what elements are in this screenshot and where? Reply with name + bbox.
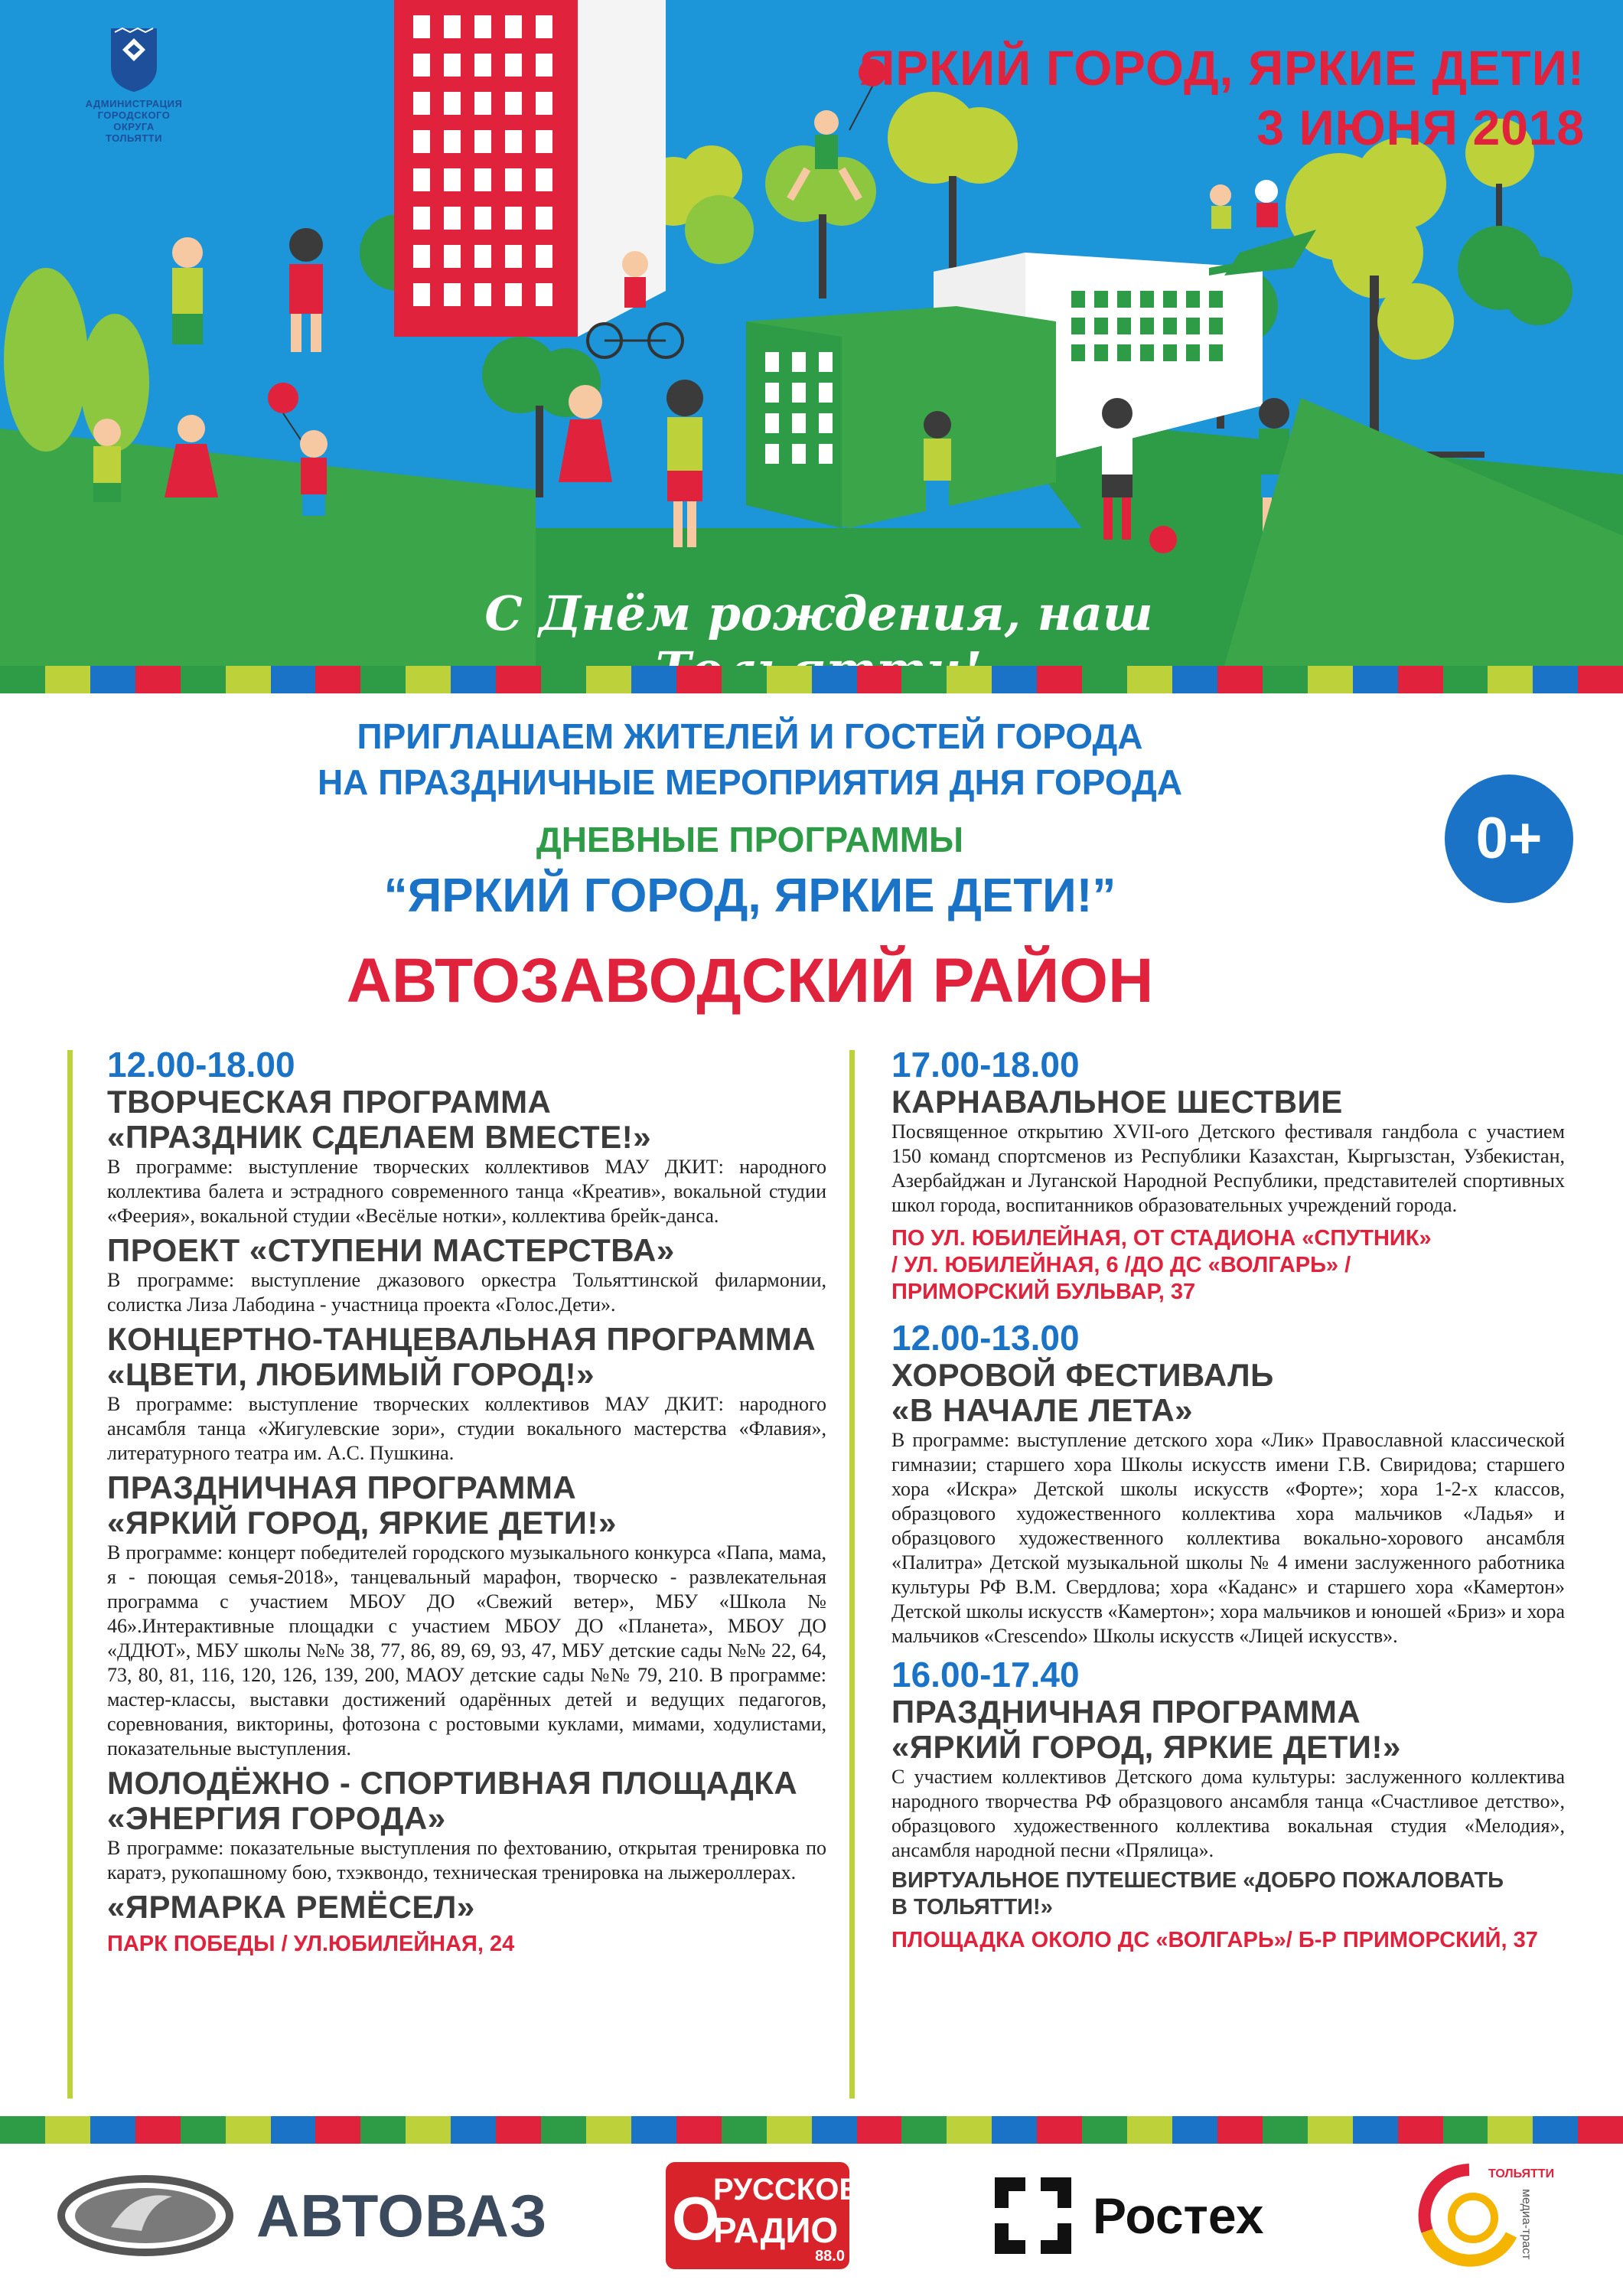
right-e1-text: Посвященное открытию XVII-ого Детского фестиваля гандбола с участием 150 команд спортсменов из Республики Казахстан, Кыргызстан, Узбекистан, Азербайджан и Луганской Народной Республики, представителей спортивных школ города, воспитанников образовательных учреждений города. bbox=[891, 1120, 1565, 1216]
left-s5-title-2: «ЭНЕРГИЯ ГОРОДА» bbox=[107, 1800, 446, 1836]
right-e1-title: КАРНАВАЛЬНОЕ ШЕСТВИЕ bbox=[891, 1084, 1343, 1120]
left-column-bar bbox=[67, 1050, 73, 2099]
avtovaz-name: АВТОВАЗ bbox=[256, 2181, 548, 2249]
sponsor-rostec bbox=[987, 2158, 1309, 2273]
color-stripe-top bbox=[0, 666, 1623, 693]
right-e3-title-2: «ЯРКИЙ ГОРОД, ЯРКИЕ ДЕТИ!» bbox=[891, 1729, 1401, 1765]
sponsor-media-trust bbox=[1412, 2158, 1588, 2273]
right-e2-title-1: ХОРОВОЙ ФЕСТИВАЛЬ bbox=[891, 1357, 1274, 1393]
right-column bbox=[891, 1045, 1565, 1954]
program-name: “ЯРКИЙ ГОРОД, ЯРКИЕ ДЕТИ!” bbox=[383, 869, 1116, 922]
right-e2-time: 12.00-13.00 bbox=[891, 1318, 1080, 1358]
left-column bbox=[107, 1045, 826, 1958]
right-e1-location-2: / УЛ. ЮБИЛЕЙНАЯ, 6 /ДО ДС «ВОЛГАРЬ» / bbox=[891, 1253, 1351, 1277]
media-trust-line-2: медиа-траст bbox=[1520, 2189, 1533, 2260]
left-time: 12.00-18.00 bbox=[107, 1045, 295, 1084]
left-s4-title-1: ПРАЗДНИЧНАЯ ПРОГРАММА bbox=[107, 1469, 577, 1505]
left-s5-title-1: МОЛОДЁЖНО - СПОРТИВНАЯ ПЛОЩАДКА bbox=[107, 1765, 798, 1801]
rostec-logo-icon bbox=[987, 2170, 1079, 2262]
right-column-bar bbox=[849, 1050, 855, 2099]
media-trust-logo bbox=[1412, 2158, 1565, 2273]
left-s6-title: «ЯРМАРКА РЕМЁСЕЛ» bbox=[107, 1889, 475, 1925]
media-trust-line-1: ТОЛЬЯТТИ bbox=[1488, 2167, 1555, 2180]
left-s1-text: В программе: выступление творческих коллективов МАУ ДКИТ: народного коллектива балета и эстрадного современного танца «Креатив», вокальной студии «Феерия», вокальной студии «Весёлые нотки», коллектива брейк-данса. bbox=[107, 1156, 826, 1227]
city-emblem-icon bbox=[107, 24, 161, 93]
right-e3-text: С участием коллективов Детского дома культуры: заслуженного коллектива народного творчества РФ образцового ансамбля танца «Счастливое детство», образцового художественного коллектива вокальная студия «Мелодия», ансамбля народной песни «Прялица». bbox=[891, 1766, 1565, 1861]
right-e2-title-2: «В НАЧАЛЕ ЛЕТА» bbox=[891, 1392, 1194, 1428]
right-e3-title-1: ПРАЗДНИЧНАЯ ПРОГРАММА bbox=[891, 1694, 1361, 1730]
radio-line-1: РУССКОЕ bbox=[713, 2173, 860, 2206]
intro-line-3: ДНЕВНЫЕ ПРОГРАММЫ bbox=[536, 820, 964, 859]
hero-title: ЯРКИЙ ГОРОД, ЯРКИЕ ДЕТИ! bbox=[859, 41, 1585, 96]
sponsor-avtovaz bbox=[57, 2158, 562, 2273]
left-s5-text: В программе: показательные выступления по фехтованию, открытая тренировка по каратэ, рукопашному бою, тхэквондо, техническая тренировка на лыжероллерах. bbox=[107, 1837, 826, 1883]
radio-line-2: РАДИО bbox=[713, 2210, 839, 2250]
left-s2-title: ПРОЕКТ «СТУПЕНИ МАСТЕРСТВА» bbox=[107, 1232, 675, 1268]
birthday-greeting: С Днём рождения, наш bbox=[484, 585, 1153, 641]
right-e3-location: ПЛОЩАДКА ОКОЛО ДС «ВОЛГАРЬ»/ Б-Р ПРИМОРСКИЙ, 37 bbox=[891, 1928, 1538, 1952]
admin-line-3: ТОЛЬЯТТИ bbox=[106, 132, 162, 144]
right-e3-trip-1: ВИРТУАЛЬНОЕ ПУТЕШЕСТВИЕ «ДОБРО ПОЖАЛОВАТЬ bbox=[891, 1868, 1504, 1893]
age-rating-badge: 0+ bbox=[1445, 775, 1573, 903]
administration-logo bbox=[77, 24, 191, 144]
right-e3-trip-2: В ТОЛЬЯТТИ!» bbox=[891, 1895, 1053, 1919]
color-stripe-bottom bbox=[0, 2116, 1623, 2144]
left-s1-title-1: ТВОРЧЕСКАЯ ПРОГРАММА bbox=[107, 1084, 552, 1120]
left-location: ПАРК ПОБЕДЫ / УЛ.ЮБИЛЕЙНАЯ, 24 bbox=[107, 1932, 515, 1956]
sponsor-russkoe-radio bbox=[666, 2158, 860, 2273]
lada-logo-icon bbox=[57, 2174, 233, 2258]
russkoe-radio-logo bbox=[666, 2162, 860, 2269]
left-s4-text: В программе: концерт победителей городского музыкального конкурса «Папа, мама, я - поющая семья-2018», танцевальный марафон, творческо - развлекательная программа с участием МБОУ ДО «Свежий ветер», МБУ «Школа № 46».Интерактивные площадки с участием МБОУ ДО «Планета», МБОУ ДО «ДДЮТ», МБУ школы №№ 38, 77, 86, 89, 69, 93, 47, МБУ детские сады №№ 22, 64, 73, 80, 81, 116, 120, 126, 139, 200, МАОУ детские сады №№ 79, 210. В программе: мастер-классы, выставки достижений одарённых детей и ведущих педагогов, соревнования, викторины, фотозона с ростовыми куклами, мимами, ходулистами, показательные выступления. bbox=[107, 1541, 826, 1760]
left-s2-text: В программе: выступление джазового оркестра Тольяттинской филармонии, солистка Лиза Лабодина - участница проекта «Голос.Дети». bbox=[107, 1269, 826, 1316]
hero-date: 3 ИЮНЯ 2018 bbox=[1256, 100, 1585, 155]
left-s3-title-1: КОНЦЕРТНО-ТАНЦЕВАЛЬНАЯ ПРОГРАММА bbox=[107, 1321, 816, 1357]
right-e2-text: В программе: выступление детского хора «Лик» Православной классической гимназии; старшего хора Школы искусств имени Г.В. Свиридова; старшего хора «Искра» Детской школы искусств «Форте»; хора 1-2-х классов, образцового художественного коллектива хора мальчиков «Ладья» и образцового художественного коллектива вокально-хорового ансамбля «Палитра» Детской музыкальной школы № 4 имени заслуженного работника культуры РФ В.М. Свердлова; хора «Каданс» и старшего хора «Камертон» Детской школы искусств «Камертон»; хора мальчиков и юношей «Бриз» и хора мальчиков «Crescendo» Школы искусств «Лицей искусств». bbox=[891, 1429, 1565, 1647]
district-title: АВТОЗАВОДСКИЙ РАЙОН bbox=[346, 946, 1154, 1016]
right-e1-location-3: ПРИМОРСКИЙ БУЛЬВАР, 37 bbox=[891, 1280, 1196, 1304]
admin-line-2: ГОРОДСКОГО ОКРУГА bbox=[97, 109, 171, 132]
left-s3-title-2: «ЦВЕТИ, ЛЮБИМЫЙ ГОРОД!» bbox=[107, 1356, 595, 1392]
left-s1-title-2: «ПРАЗДНИК СДЕЛАЕМ ВМЕСТЕ!» bbox=[107, 1119, 652, 1155]
rostec-name: Ростех bbox=[1093, 2187, 1264, 2244]
left-s3-text: В программе: выступление творческих коллективов МАУ ДКИТ: народного ансамбля танца «Жигулевские зори», студии вокального мастерства «Флавия», литературного театра им. А.С. Пушкина. bbox=[107, 1393, 826, 1464]
left-s4-title-2: «ЯРКИЙ ГОРОД, ЯРКИЕ ДЕТИ!» bbox=[107, 1505, 617, 1541]
intro-line-1: ПРИГЛАШАЕМ ЖИТЕЛЕЙ И ГОСТЕЙ ГОРОДА bbox=[357, 716, 1143, 756]
right-e1-time: 17.00-18.00 bbox=[891, 1045, 1080, 1084]
admin-line-1: АДМИНИСТРАЦИЯ bbox=[85, 98, 183, 109]
radio-frequency: 88.0 bbox=[815, 2248, 845, 2265]
right-e1-location-1: ПО УЛ. ЮБИЛЕЙНАЯ, ОТ СТАДИОНА «СПУТНИК» bbox=[891, 1226, 1432, 1251]
radio-o2-mark: O bbox=[672, 2184, 720, 2252]
intro-line-2: НА ПРАЗДНИЧНЫЕ МЕРОПРИЯТИЯ ДНЯ ГОРОДА bbox=[317, 762, 1183, 802]
right-e3-time: 16.00-17.40 bbox=[891, 1655, 1080, 1694]
